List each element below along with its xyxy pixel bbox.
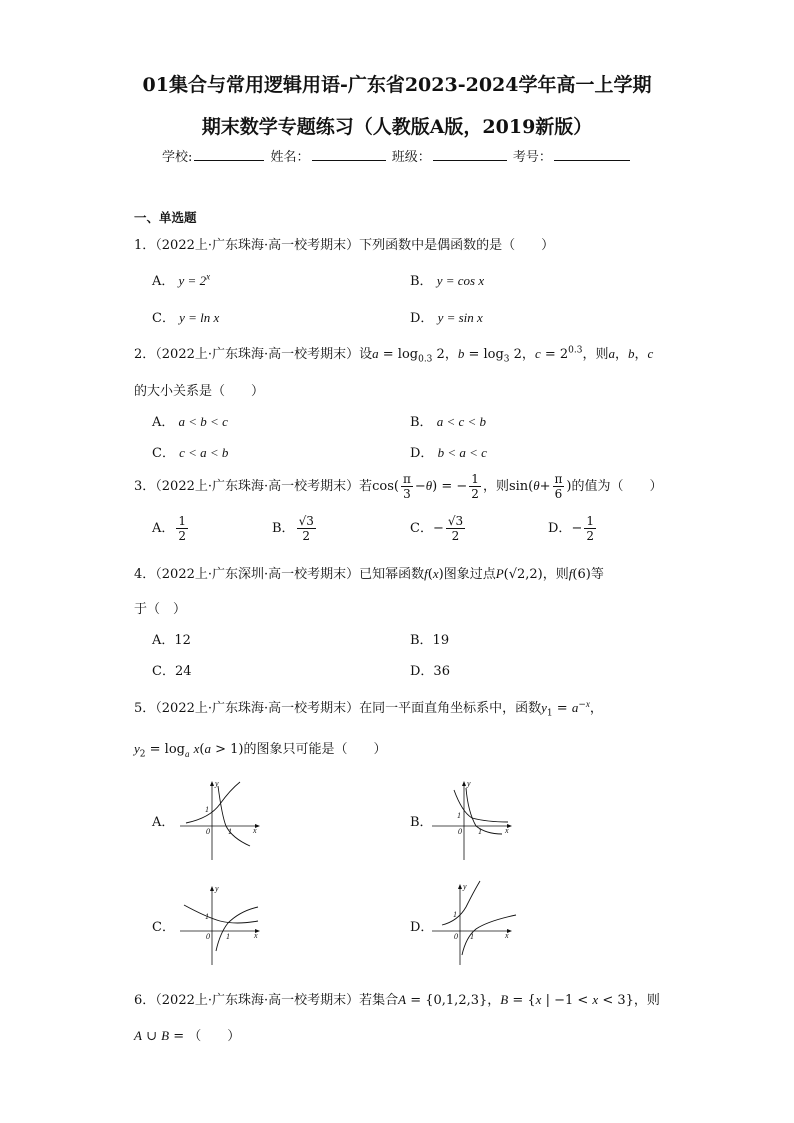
q3-option-b: B． $\frac{√3}{2}$	[272, 514, 314, 543]
q3-option-a: A． $\frac{1}{2}$	[152, 514, 187, 543]
q1-option-c: C． y = ln x	[152, 310, 220, 326]
svg-text:y: y	[215, 884, 219, 893]
q2-stem-line2: 的大小关系是（ ）	[134, 384, 265, 399]
school-blank	[194, 148, 264, 161]
doc-title-line1: 01集合与常用逻辑用语-广东省2023-2024学年高一上学期	[142, 74, 652, 96]
exam-no-blank	[554, 148, 630, 161]
q3-option-d: D．− $\frac{1}{2}$	[548, 514, 594, 543]
q5-option-d-label: D．	[410, 920, 434, 935]
q6-stem: 6．（2022上·广东珠海·高一校考期末）若集合A = {0,1,2,3}，B = {x | −1 < x < 3}，则	[134, 992, 660, 1008]
q4-option-b: B．19	[410, 633, 450, 648]
q5-graph-d	[432, 879, 518, 967]
q3-stem: 3．（2022上·广东珠海·高一校考期末）若cos( $\frac{\pi}{3}$ −θ) = − $\frac{1}{2}$ ，则sin(θ+ $\frac{\pi}{6}$ )的值为（ ）	[134, 472, 663, 501]
svg-text:y: y	[467, 779, 471, 788]
q2-option-d: D． b < a < c	[410, 445, 487, 461]
q5-graph-b	[432, 776, 516, 862]
doc-title-line2: 期末数学专题练习（人教版A版，2019新版）	[201, 116, 593, 138]
svg-text:y: y	[215, 779, 219, 788]
q5-option-c-label: C．	[152, 920, 175, 935]
q1-stem: 1．（2022上·广东珠海·高一校考期末）下列函数中是偶函数的是（ ）	[134, 238, 555, 253]
svg-text:1: 1	[453, 910, 457, 919]
svg-text:0: 0	[458, 827, 462, 836]
section-heading: 一、单选题	[134, 210, 197, 225]
q2-option-b: B． a < c < b	[410, 414, 487, 430]
q4-option-d: D．36	[410, 664, 450, 679]
q3-option-c: C．− $\frac{√3}{2}$	[410, 514, 464, 543]
q1-option-a: A． $y = 2^x$	[152, 271, 211, 289]
q2-option-a: A． a < b < c	[152, 414, 228, 430]
q4-stem-line2: 于（ ）	[134, 602, 187, 617]
svg-text:0: 0	[454, 932, 458, 941]
svg-text:x: x	[505, 931, 509, 940]
svg-text:1: 1	[470, 932, 474, 941]
svg-text:x: x	[254, 931, 258, 940]
q5-stem-line2: $y_2 = \log_a x(a > 1)$的图象只可能是（ ）	[134, 741, 387, 760]
q4-stem: 4．（2022上·广东深圳·高一校考期末）已知幂函数f(x)图象过点P(√2,2)，则f(6)等	[134, 566, 604, 582]
svg-text:1: 1	[205, 912, 209, 921]
svg-text:1: 1	[228, 827, 232, 836]
exam-no-label: 考号：	[512, 150, 552, 165]
q5-option-b-label: B．	[410, 815, 433, 830]
q5-stem: 5．（2022上·广东珠海·高一校考期末）在同一平面直角坐标系中，函数$y_1 = a^{-x}$，	[134, 698, 603, 719]
class-label: 班级：	[391, 150, 431, 165]
q5-graph-a	[180, 776, 264, 862]
svg-text:0: 0	[206, 932, 210, 941]
q6-stem-line2: A ∪ B = （ ）	[134, 1028, 241, 1044]
q1-option-d: D． y = sin x	[410, 310, 483, 326]
svg-text:1: 1	[457, 811, 461, 820]
svg-text:0: 0	[206, 827, 210, 836]
svg-text:1: 1	[205, 805, 209, 814]
svg-text:1: 1	[478, 827, 482, 836]
name-label: 姓名：	[270, 150, 310, 165]
svg-text:x: x	[253, 826, 257, 835]
svg-text:x: x	[505, 826, 509, 835]
svg-text:y: y	[463, 882, 467, 891]
q4-option-c: C．24	[152, 664, 192, 679]
q2-stem: 2．（2022上·广东珠海·高一校考期末）设$a = \log_{0.3} 2$，$b = \log_3 2$，$c = 2^{0.3}$，则a，b，c	[134, 345, 654, 365]
school-label: 学校:	[162, 150, 193, 165]
class-blank	[433, 148, 507, 161]
q4-option-a: A．12	[152, 633, 191, 648]
svg-text:1: 1	[226, 932, 230, 941]
name-blank	[312, 148, 386, 161]
student-info-row	[162, 146, 632, 165]
q5-graph-c	[180, 881, 264, 967]
q2-option-c: C． c < a < b	[152, 445, 229, 461]
q1-option-b: B． y = cos x	[410, 273, 485, 289]
q5-option-a-label: A．	[152, 815, 175, 830]
